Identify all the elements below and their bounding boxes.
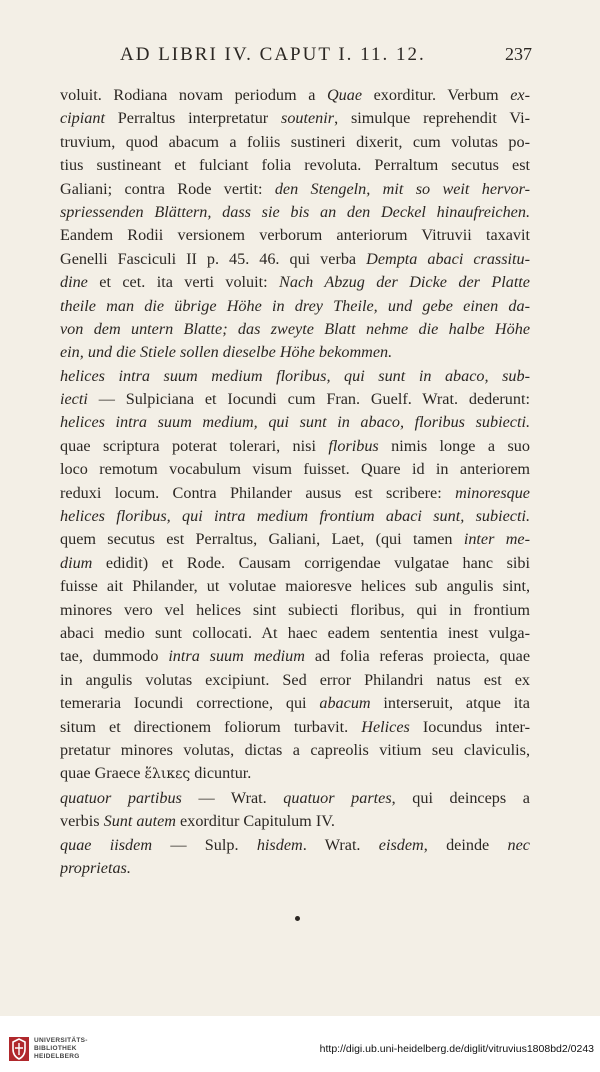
text-line (60, 810, 530, 833)
italic-run: proprietas. (60, 858, 131, 877)
text-line (60, 762, 530, 786)
text-line (60, 575, 530, 598)
text-line (60, 341, 530, 364)
text-run: ad folia referas proiecta, quae (304, 647, 530, 666)
text-line (60, 857, 530, 880)
library-logo-icon (8, 1036, 30, 1062)
page-number: 237 (505, 44, 532, 64)
italic-run: minoresque (455, 483, 530, 502)
italic-run: cipiant (60, 109, 105, 128)
text-run: truvium, quod abacum a foliis sustineri dixerit, cum volutas po- (60, 132, 530, 151)
text-run: Genelli Fasciculi II p. 45. 46. qui verba (60, 249, 367, 268)
text-line (60, 365, 530, 388)
text-run: Iocundus inter- (409, 717, 530, 736)
text-run: interseruit, atque ita (370, 694, 530, 713)
text-run: reduxi locum. Contra Philander ausus est scribere: (60, 483, 456, 502)
italic-run: Nach Abzug der Dicke der Platte (279, 273, 530, 292)
running-head: AD LIBRI IV. CAPUT I. 11. 12. (120, 44, 426, 65)
text-run: dicuntur. (190, 764, 252, 783)
text-line (60, 787, 530, 810)
text-run: quae scriptura poterat tolerari, nisi (60, 436, 329, 455)
text-run: , qui deinceps a (391, 788, 530, 807)
italic-run: helices intra suum medium floribus, qui sunt in abaco, sub- (60, 366, 530, 385)
text-run: , deinde (423, 835, 508, 854)
text-line (60, 645, 530, 668)
italic-run: inter me- (463, 530, 530, 549)
source-url-link[interactable]: http://digi.ub.uni-heidelberg.de/diglit/vitruvius1808bd2/0243 (319, 1043, 594, 1055)
text-run: quae Graece (60, 764, 145, 783)
text-run: tae, dummodo (60, 647, 169, 666)
italic-run: floribus (328, 436, 379, 455)
text-line (60, 248, 530, 271)
greek-run: ἕλικες (144, 766, 191, 783)
text-line (60, 295, 530, 318)
text-run: abaci medio sunt collocati. At haec eadem sententia inest vulga- (60, 624, 530, 642)
text-run: verbis (60, 812, 104, 831)
text-line (60, 411, 530, 434)
text-line (60, 528, 530, 551)
page-header (0, 44, 600, 68)
text-line (60, 669, 530, 692)
text-line (60, 739, 530, 762)
italic-run: ein, und die Stiele sollen dieselbe Höhe bekommen. (60, 343, 393, 362)
italic-run: eisdem (378, 835, 424, 854)
ink-mark (295, 916, 300, 921)
text-line (60, 318, 530, 341)
text-line (60, 201, 530, 224)
text-line (60, 552, 530, 575)
italic-run: Sunt autem (103, 812, 176, 831)
italic-run: helices floribus, qui intra medium frontium abaci sunt, subiecti. (60, 507, 530, 526)
italic-run: ex- (510, 86, 530, 104)
text-line (60, 388, 530, 411)
italic-run: dium (60, 553, 93, 572)
text-line (60, 178, 530, 201)
text-run: minores vero vel helices sint subiecti floribus, qui in frontium (60, 600, 530, 619)
text-run: tius sustineant et fulciant folia revoluta. Perraltum secutus est (60, 156, 530, 175)
italic-run: nec (507, 835, 530, 854)
italic-run: quatuor partibus (60, 788, 182, 807)
text-line (60, 482, 530, 505)
text-run: quem secutus est Perraltus, Galiani, Laet, (qui tamen (60, 530, 464, 549)
text-run: situm et directionem foliorum turbavit. (60, 717, 362, 736)
text-run: — Sulpiciana et Iocundi cum Fran. Guelf. Wrat. dederunt: (87, 390, 530, 409)
text-line (60, 458, 530, 481)
text-run: voluit. Rodiana novam periodum a (60, 86, 327, 104)
italic-run: abacum (319, 694, 371, 713)
text-run: Eandem Rodii versionem verborum anteriorum Vitruvii taxavit (60, 226, 530, 245)
text-run: in angulis volutas excipiunt. Sed error Philandri natus est ex (60, 670, 530, 689)
text-run: — Sulp. (152, 835, 257, 854)
commentary-text (60, 84, 530, 880)
italic-run: quatuor partes (283, 788, 392, 807)
library-name-line: HEIDELBERG (34, 1053, 80, 1060)
text-line (60, 599, 530, 622)
text-run: temeraria Iocundi correctione, qui (60, 694, 320, 713)
italic-run: hisdem (256, 835, 303, 854)
text-line (60, 622, 530, 645)
text-run: — Wrat. (181, 788, 284, 807)
text-line (60, 84, 530, 107)
italic-run: dine (60, 273, 88, 292)
text-run: Perraltus interpretatur (104, 109, 282, 128)
text-run: . Wrat. (302, 835, 379, 854)
text-run: Galiani; contra Rode vertit: (60, 179, 275, 198)
text-line (60, 716, 530, 739)
text-line (60, 834, 530, 857)
italic-run: den Stengeln, mit so weit hervor- (274, 179, 530, 198)
italic-run: theile man die übrige Höhe in drey Theile, und gebe einen da- (60, 296, 530, 315)
footer-bar (0, 1016, 600, 1072)
italic-run: Dempta abaci crassitu- (366, 249, 530, 268)
text-run: edidit) et Rode. Causam corrigendae vulgatae hanc sibi (92, 553, 530, 572)
italic-run: quae iisdem (60, 835, 153, 854)
italic-run: soutenir (281, 109, 335, 128)
text-run: exorditur. Verbum (362, 86, 511, 104)
italic-run: Helices (361, 717, 410, 736)
italic-run: intra suum medium (168, 647, 305, 666)
text-run: nimis longe a suo (378, 436, 530, 455)
text-line (60, 271, 530, 294)
text-line (60, 692, 530, 715)
italic-run: von dem untern Blatte; das zweyte Blatt nehme die halbe Höhe (60, 319, 530, 338)
text-line (60, 131, 530, 154)
italic-run: iecti (60, 390, 88, 409)
text-run: pretatur minores volutas, dictas a capreolis vitium seu claviculis, (60, 740, 530, 759)
text-line (60, 435, 530, 458)
italic-run: spriessenden Blättern, dass sie bis an den Deckel hinaufreichen. (60, 202, 530, 221)
library-name-line: UNIVERSITÄTS- (34, 1037, 88, 1044)
library-name (34, 1037, 88, 1061)
text-line (60, 505, 530, 528)
text-line (60, 154, 530, 177)
italic-run: Quae (326, 86, 363, 104)
italic-run: helices intra suum medium, qui sunt in abaco, floribus subiecti. (60, 413, 530, 432)
text-run: loco remotum vocabulum visum fuisset. Quare id in anteriorem (60, 460, 530, 479)
text-line (60, 224, 530, 247)
text-run: exorditur Capitulum IV. (176, 812, 335, 831)
text-run: et cet. ita verti voluit: (87, 273, 280, 292)
text-run: fuisse ait Philander, ut volutae maioresve helices sub angulis sint, (60, 577, 530, 596)
text-line (60, 107, 530, 130)
text-run: , simulque reprehendit Vi- (334, 109, 530, 128)
library-name-line: BIBLIOTHEK (34, 1045, 77, 1052)
